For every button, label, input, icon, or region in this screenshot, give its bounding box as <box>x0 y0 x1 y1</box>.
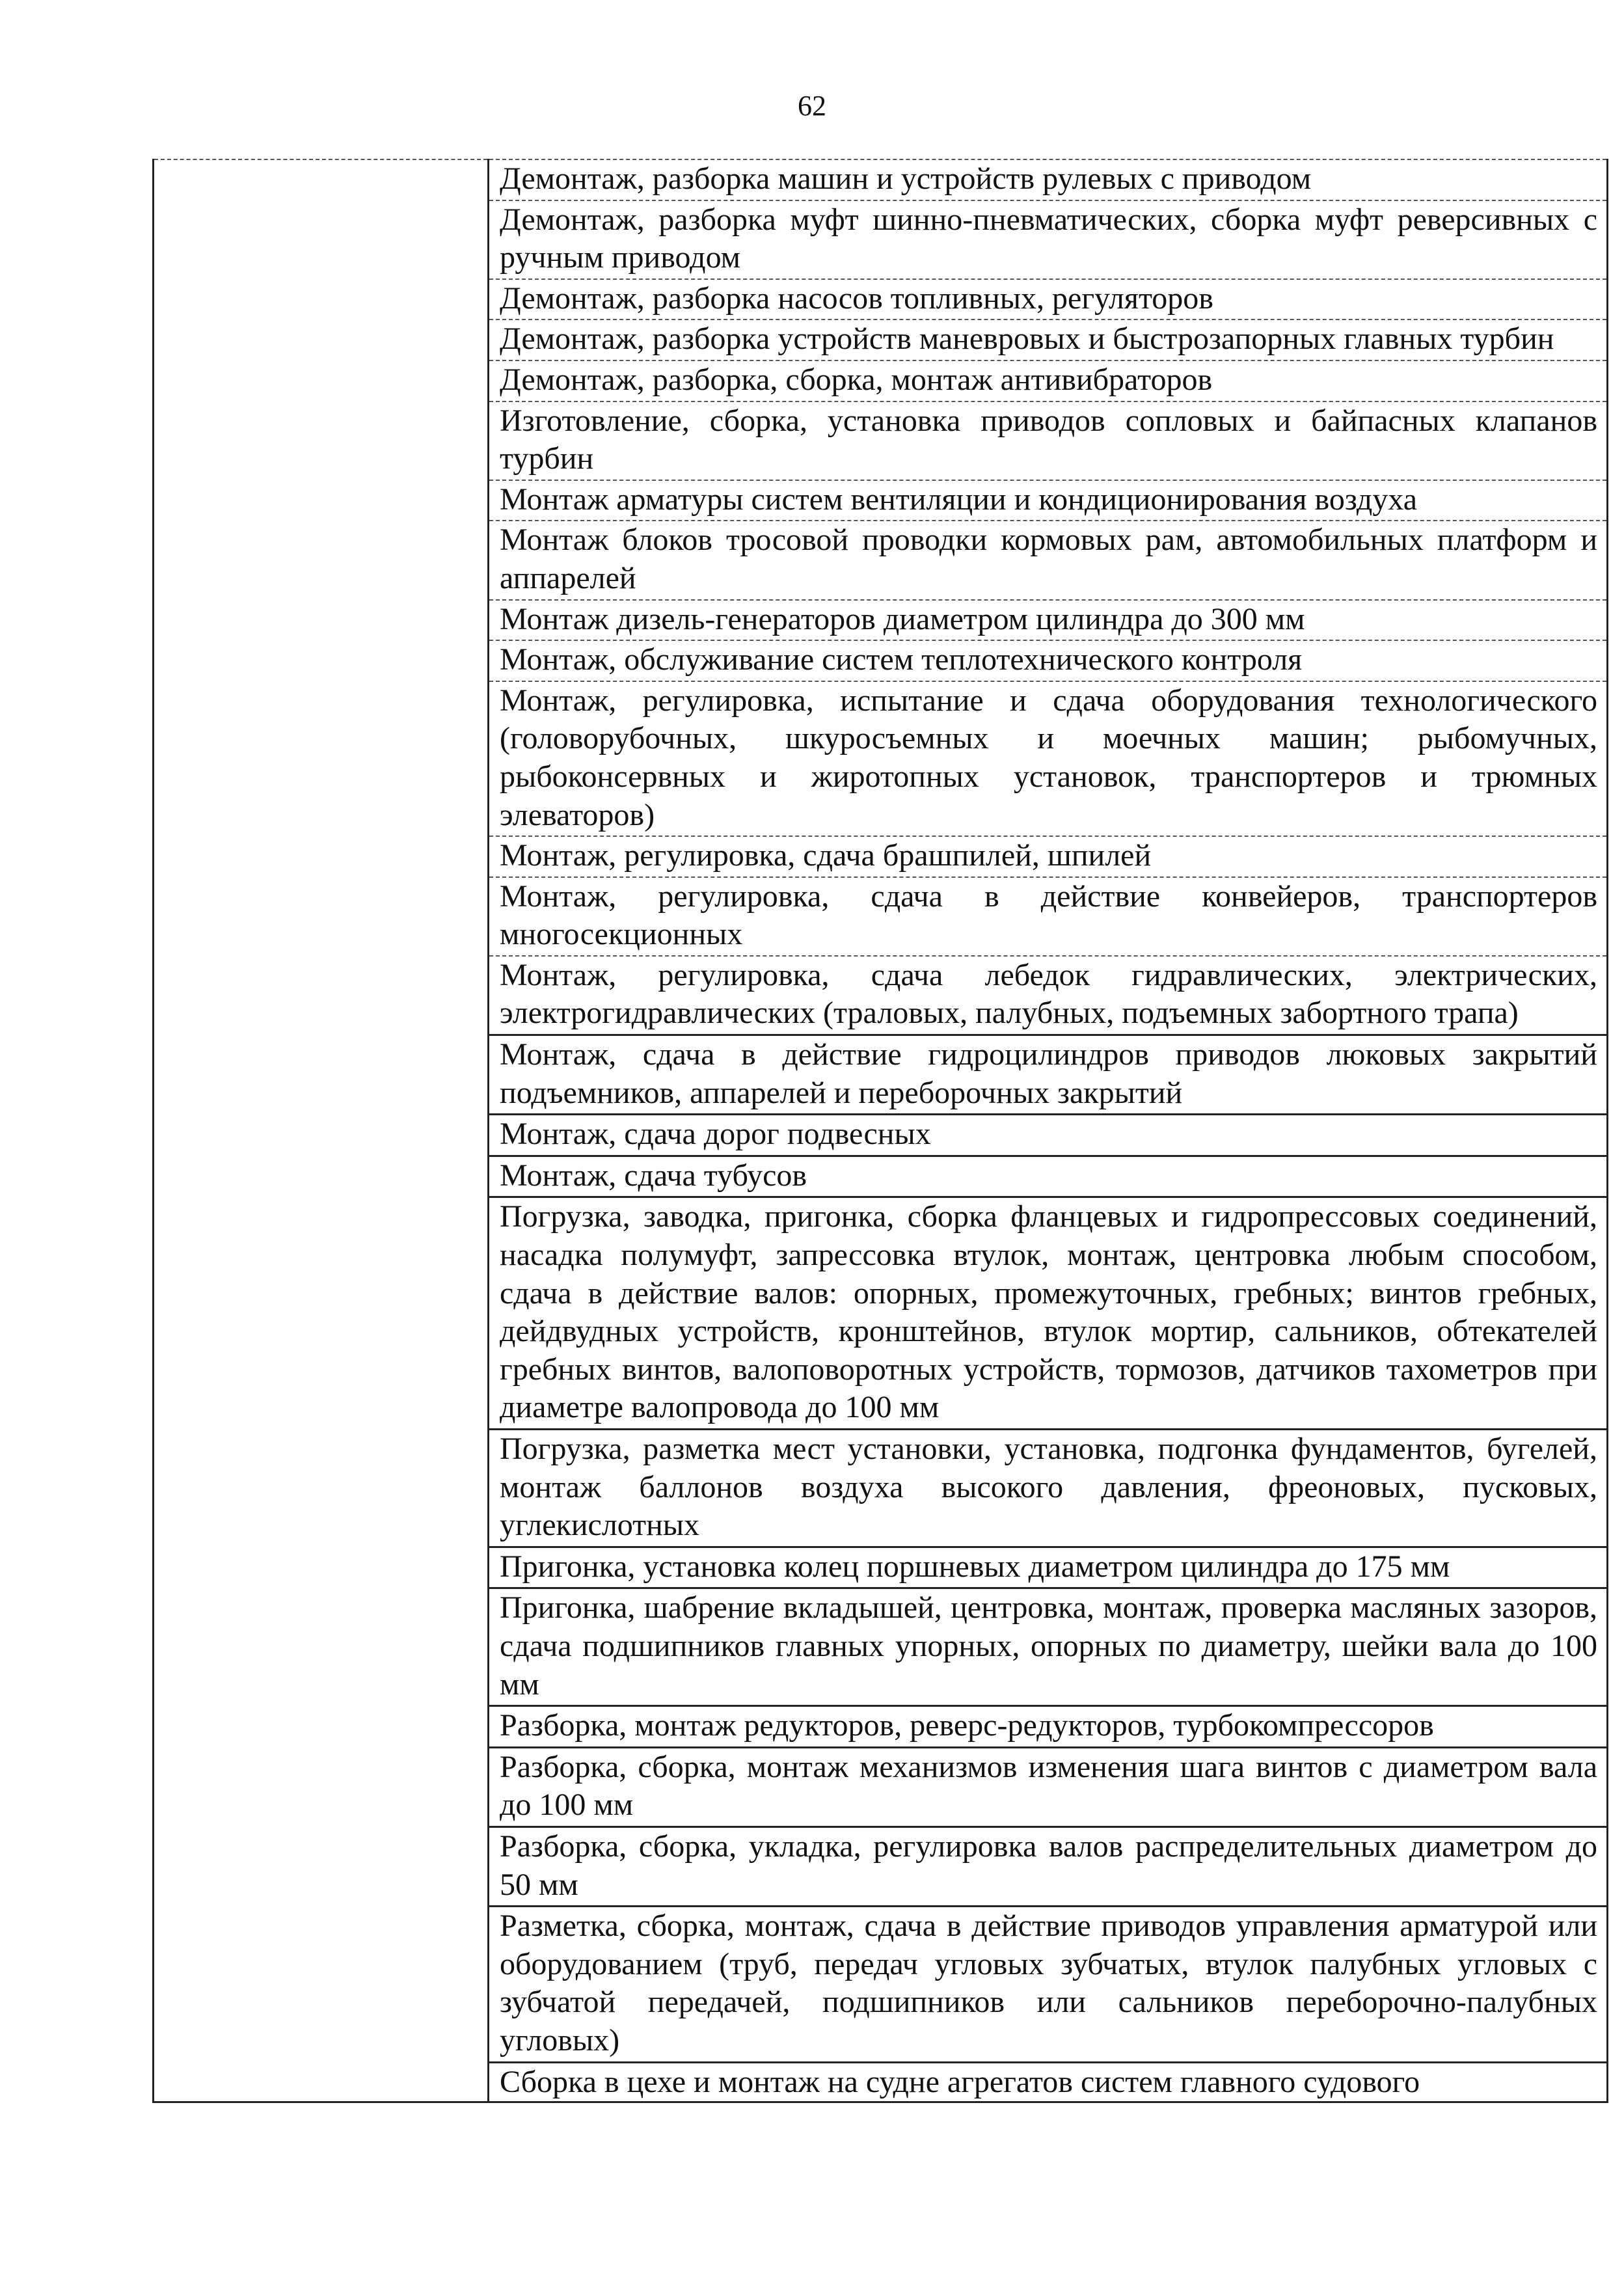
work-item: Монтаж, сдача тубусов <box>489 1157 1606 1199</box>
work-item: Разборка, сборка, монтаж механизмов изменения шага винтов с диаметром вала до 100 мм <box>489 1748 1606 1828</box>
work-item: Монтаж, сдача в действие гидроцилиндров приводов люковых закрытий подъемников, аппарелей и переборочных закрытий <box>489 1036 1606 1115</box>
work-item: Погрузка, заводка, пригонка, сборка фланцевых и гидропрессовых соединений, насадка полумуфт, запрессовка втулок, монтаж, центровка любым способом, сдача в действие валов: опорных, промежуточных, гребных; винтов гребных, дейдвудных устройств, кронштейнов, втулок мортир, сальников, обтекателей гребных винтов, валоповоротных устройств, тормозов, датчиков тахометров при диаметре валопровода до 100 мм <box>489 1198 1606 1430</box>
works-table <box>152 159 1608 2103</box>
work-item: Разметка, сборка, монтаж, сдача в действие приводов управления арматурой или оборудованием (труб, передач угловых зубчатых, втулок палубных угловых с зубчатой передачей, подшипников или сальников переборочно-палубных угловых) <box>489 1907 1606 2063</box>
page-number: 62 <box>798 90 826 122</box>
work-item: Сборка в цехе и монтаж на судне агрегатов систем главного судового <box>500 2064 1420 2099</box>
work-item: Монтаж блоков тросовой проводки кормовых рам, автомобильных платформ и аппарелей <box>489 521 1606 600</box>
work-item: Разборка, сборка, укладка, регулировка валов распределительных диаметром до 50 мм <box>489 1828 1606 1907</box>
work-item: Погрузка, разметка мест установки, установка, подгонка фундаментов, бугелей, монтаж баллонов воздуха высокого давления, фреоновых, пусковых, углекислотных <box>489 1430 1606 1548</box>
left-column-cell <box>154 159 489 2102</box>
work-item: Демонтаж, разборка устройств маневровых и быстрозапорных главных турбин <box>489 320 1606 361</box>
work-item: Монтаж, регулировка, сдача лебедок гидравлических, электрических, электрогидравлических (траловых, палубных, подъемных забортного трапа) <box>489 957 1606 1036</box>
works-list <box>489 160 1606 2101</box>
work-item: Демонтаж, разборка, сборка, монтаж антивибраторов <box>489 361 1606 402</box>
work-item: Демонтаж, разборка муфт шинно-пневматических, сборка муфт реверсивных с ручным приводом <box>489 201 1606 280</box>
work-item: Пригонка, шабрение вкладышей, центровка, монтаж, проверка масляных зазоров, сдача подшипников главных упорных, опорных по диаметру, шейки вала до 100 мм <box>489 1589 1606 1707</box>
work-item: Демонтаж, разборка насосов топливных, регуляторов <box>489 280 1606 321</box>
work-item: Монтаж, регулировка, испытание и сдача оборудования технологического (головорубочных, шкуросъемных и моечных машин; рыбомучных, рыбоконсервных и жиротопных установок, транспортеров и трюмных элеваторов) <box>489 682 1606 837</box>
work-item: Монтаж арматуры систем вентиляции и кондиционирования воздуха <box>489 481 1606 522</box>
work-item: Демонтаж, разборка машин и устройств рулевых с приводом <box>489 160 1606 201</box>
table-row <box>154 159 1608 2102</box>
work-item: Монтаж, обслуживание систем теплотехнического контроля <box>489 641 1606 682</box>
work-item: Пригонка, установка колец поршневых диаметром цилиндра до 175 мм <box>489 1548 1606 1590</box>
work-item: Изготовление, сборка, установка приводов сопловых и байпасных клапанов турбин <box>489 402 1606 481</box>
work-item: Монтаж, сдача дорог подвесных <box>489 1115 1606 1157</box>
work-item: Разборка, монтаж редукторов, реверс-редукторов, турбокомпрессоров <box>489 1707 1606 1748</box>
work-item: Монтаж, регулировка, сдача брашпилей, шпилей <box>489 837 1606 878</box>
work-item: Монтаж, регулировка, сдача в действие конвейеров, транспортеров многосекционных <box>489 878 1606 957</box>
work-item: Монтаж дизель-генераторов диаметром цилиндра до 300 мм <box>489 601 1606 642</box>
works-column-cell <box>489 159 1608 2102</box>
